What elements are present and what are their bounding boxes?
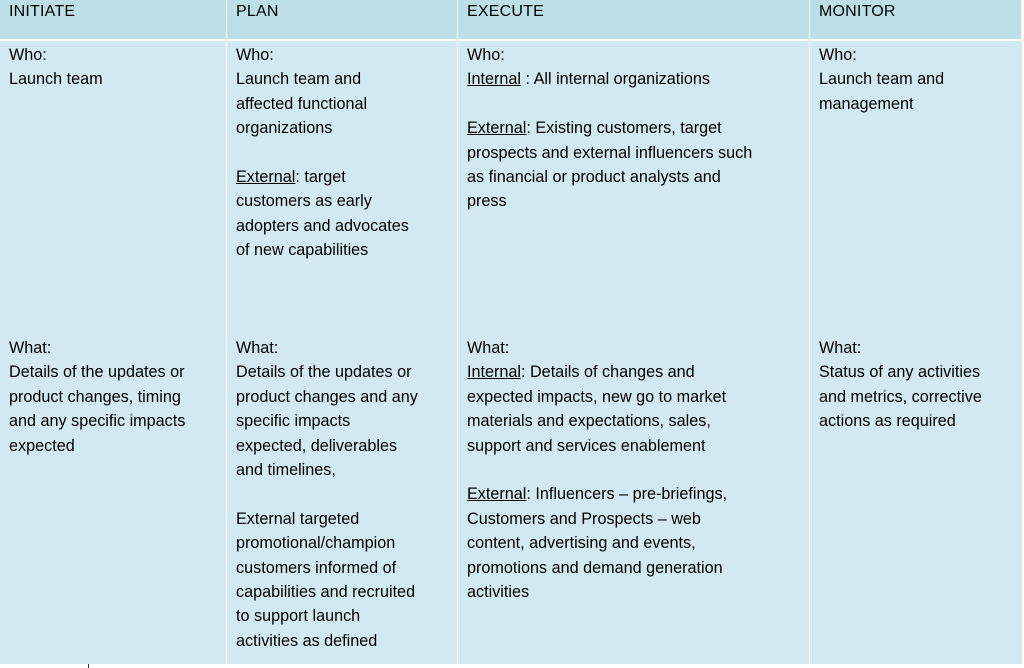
what-line: product changes and any [236,387,418,406]
what-line: and metrics, corrective [819,387,982,406]
who-line: organizations [236,119,333,138]
external-label: External [467,119,527,138]
internal-label: Internal [467,70,521,89]
initiate-what-block [9,336,222,458]
who-line: customers as early [236,192,372,211]
header-monitor: MONITOR [810,0,1022,41]
internal-text: : All internal organizations [521,70,710,89]
internal-text: : Details of changes and [521,363,695,382]
who-line: Launch team and [819,70,945,89]
plan-what-block [236,336,453,653]
who-line: of new capabilities [236,241,369,260]
external-line [236,165,453,189]
header-plan: PLAN [227,0,458,41]
what-line: Status of any activities [819,363,981,382]
who-label: Who: [819,46,857,64]
what-line: product changes, timing [9,387,181,406]
what-line: External targeted [236,509,360,528]
who-line: prospects and external influencers such [467,143,753,162]
monitor-who-block [819,43,1018,116]
external-text: : target [295,168,346,187]
who-label: Who: [9,46,47,64]
column-plan [227,41,458,664]
what-line: content, advertising and events, [467,534,696,553]
external-label: External [467,485,527,504]
what-line: to support launch [236,607,361,626]
what-line: promotional/champion [236,534,396,553]
external-text: : Influencers – pre-briefings, [526,485,728,504]
what-line: materials and expectations, sales, [467,412,711,431]
who-line: affected functional [236,94,368,113]
who-line: press [467,192,507,211]
what-label: What: [819,339,862,357]
what-line: expected, deliverables [236,436,398,455]
who-label: Who: [467,46,505,64]
bottom-margin [0,664,1024,668]
what-line: expected impacts, new go to market [467,387,727,406]
external-label: External [236,168,296,187]
what-line: customers informed of [236,558,397,577]
column-monitor [810,41,1022,664]
what-line: Customers and Prospects – web [467,509,701,528]
internal-line [467,360,805,384]
external-line [467,482,805,506]
header-initiate: INITIATE [0,0,227,41]
who-line: Launch team and [236,70,362,89]
monitor-what-block [819,336,1018,434]
external-line [467,116,805,140]
who-line: management [819,94,914,113]
execute-who-block [467,43,805,214]
plan-who-block [236,43,453,263]
who-line: adopters and advocates [236,216,409,235]
execute-what-block [467,336,805,604]
what-line: specific impacts [236,412,351,431]
what-line: capabilities and recruited [236,583,416,602]
external-text: : Existing customers, target [526,119,722,138]
what-line: Details of the updates or [9,363,185,382]
what-line: promotions and demand generation [467,558,723,577]
what-line: support and services enablement [467,436,706,455]
what-line: actions as required [819,412,956,431]
column-execute [458,41,810,664]
who-label: Who: [236,46,274,64]
what-label: What: [236,339,279,357]
who-line: Launch team [9,70,103,89]
what-label: What: [9,339,52,357]
what-line: and any specific impacts [9,412,186,431]
who-line: as financial or product analysts and [467,168,721,187]
internal-label: Internal [467,363,521,382]
what-line: Details of the updates or [236,363,412,382]
what-line: activities as defined [236,631,378,650]
what-line: and timelines, [236,461,336,480]
internal-line [467,67,805,91]
initiate-who-block [9,43,222,92]
column-initiate [0,41,227,664]
header-execute: EXECUTE [458,0,810,41]
what-line: expected [9,436,75,455]
text-cursor-mark [88,664,89,668]
what-line: activities [467,583,530,602]
what-label: What: [467,339,510,357]
